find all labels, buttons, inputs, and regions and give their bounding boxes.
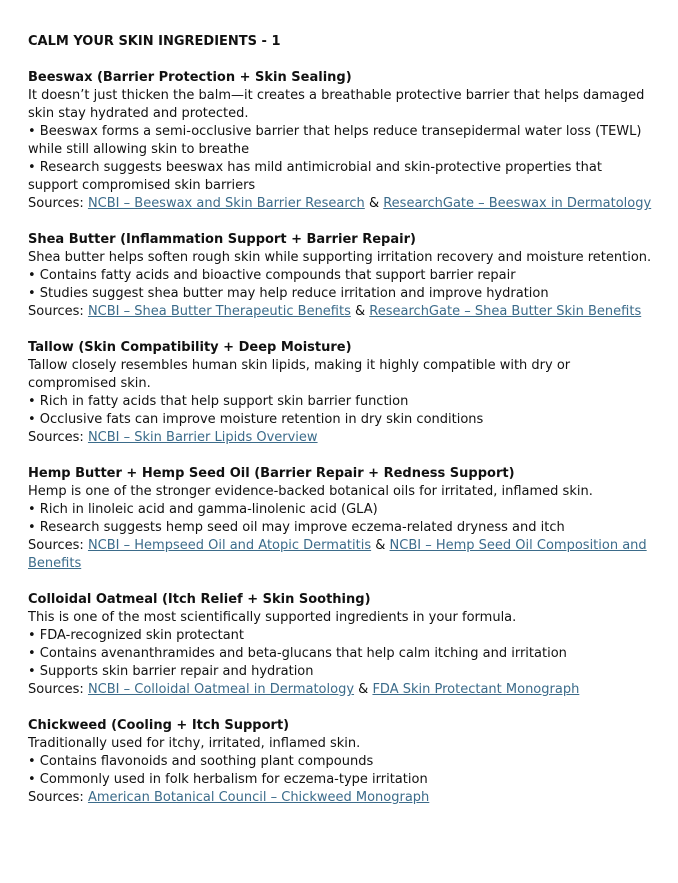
ingredient-section <box>28 69 654 213</box>
bullet-point: • Contains fatty acids and bioactive compounds that support barrier repair <box>28 268 516 283</box>
bullet-point: • Supports skin barrier repair and hydration <box>28 664 314 679</box>
sources-line <box>28 429 654 447</box>
source-link[interactable]: ResearchGate – Beeswax in Dermatology <box>383 196 652 211</box>
bullet-point: • Research suggests beeswax has mild antimicrobial and skin-protective properties that support compromised skin barriers <box>28 160 602 193</box>
source-link[interactable]: NCBI – Colloidal Oatmeal in Dermatology <box>87 682 355 697</box>
source-link[interactable]: NCBI – Shea Butter Therapeutic Benefits <box>87 304 351 319</box>
section-heading: Beeswax (Barrier Protection + Skin Sealing) <box>28 70 352 85</box>
bullet-point: • Rich in fatty acids that help support skin barrier function <box>28 394 409 409</box>
section-description: Hemp is one of the stronger evidence-backed botanical oils for irritated, inflamed skin. <box>28 484 593 499</box>
source-link[interactable]: NCBI – Hempseed Oil and Atopic Dermatitis <box>87 538 372 553</box>
ingredient-section <box>28 465 654 573</box>
section-heading: Chickweed (Cooling + Itch Support) <box>28 718 290 733</box>
section-description: It doesn’t just thicken the balm—it creates a breathable protective barrier that helps damaged skin stay hydrated and protected. <box>28 88 645 121</box>
section-description: This is one of the most scientifically supported ingredients in your formula. <box>28 610 517 625</box>
sources-label: Sources: <box>28 304 84 319</box>
sources-label: Sources: <box>28 196 84 211</box>
sources-line <box>28 681 654 699</box>
section-description: Traditionally used for itchy, irritated, inflamed skin. <box>28 736 361 751</box>
bullet-point: • Rich in linoleic acid and gamma-linolenic acid (GLA) <box>28 502 378 517</box>
bullet-point: • Occlusive fats can improve moisture retention in dry skin conditions <box>28 412 484 427</box>
link-separator: & <box>375 538 386 553</box>
bullet-point: • Commonly used in folk herbalism for eczema-type irritation <box>28 772 428 787</box>
source-link[interactable]: NCBI – Beeswax and Skin Barrier Research <box>87 196 365 211</box>
bullet-point: • Contains flavonoids and soothing plant compounds <box>28 754 374 769</box>
source-link[interactable]: ResearchGate – Shea Butter Skin Benefits <box>369 304 642 319</box>
ingredient-section <box>28 339 654 447</box>
bullet-point: • Beeswax forms a semi-occlusive barrier that helps reduce transepidermal water loss (TEWL) while still allowing skin to breathe <box>28 124 642 157</box>
document-title: CALM YOUR SKIN INGREDIENTS - 1 <box>28 34 281 49</box>
sources-line <box>28 195 654 213</box>
sources-label: Sources: <box>28 538 84 553</box>
section-description: Tallow closely resembles human skin lipids, making it highly compatible with dry or compromised skin. <box>28 358 571 391</box>
bullet-point: • Research suggests hemp seed oil may improve eczema-related dryness and itch <box>28 520 565 535</box>
link-separator: & <box>368 196 380 211</box>
sources-label: Sources: <box>28 430 84 445</box>
section-heading: Hemp Butter + Hemp Seed Oil (Barrier Repair + Redness Support) <box>28 466 515 481</box>
section-heading: Colloidal Oatmeal (Itch Relief + Skin Soothing) <box>28 592 371 607</box>
bullet-point: • Studies suggest shea butter may help reduce irritation and improve hydration <box>28 286 549 301</box>
source-link[interactable]: American Botanical Council – Chickweed Monograph <box>87 790 430 805</box>
sources-line <box>28 789 654 807</box>
source-link[interactable]: FDA Skin Protectant Monograph <box>372 682 580 697</box>
bullet-point: • FDA-recognized skin protectant <box>28 628 245 643</box>
ingredient-section <box>28 591 654 699</box>
section-heading: Shea Butter (Inflammation Support + Barrier Repair) <box>28 232 416 247</box>
source-link[interactable]: NCBI – Hemp Seed Oil Composition and Benefits <box>28 538 647 571</box>
ingredient-section <box>28 231 654 321</box>
sources-line <box>28 537 654 573</box>
link-separator: & <box>355 304 366 319</box>
sources-label: Sources: <box>28 682 84 697</box>
section-heading: Tallow (Skin Compatibility + Deep Moisture) <box>28 340 352 355</box>
link-separator: & <box>358 682 369 697</box>
sources-line <box>28 303 654 321</box>
bullet-point: • Contains avenanthramides and beta-glucans that help calm itching and irritation <box>28 646 567 661</box>
sources-label: Sources: <box>28 790 84 805</box>
section-description: Shea butter helps soften rough skin while supporting irritation recovery and moisture retention. <box>28 250 652 265</box>
source-link[interactable]: NCBI – Skin Barrier Lipids Overview <box>87 430 318 445</box>
ingredient-sections <box>28 69 654 807</box>
ingredient-section <box>28 717 654 807</box>
